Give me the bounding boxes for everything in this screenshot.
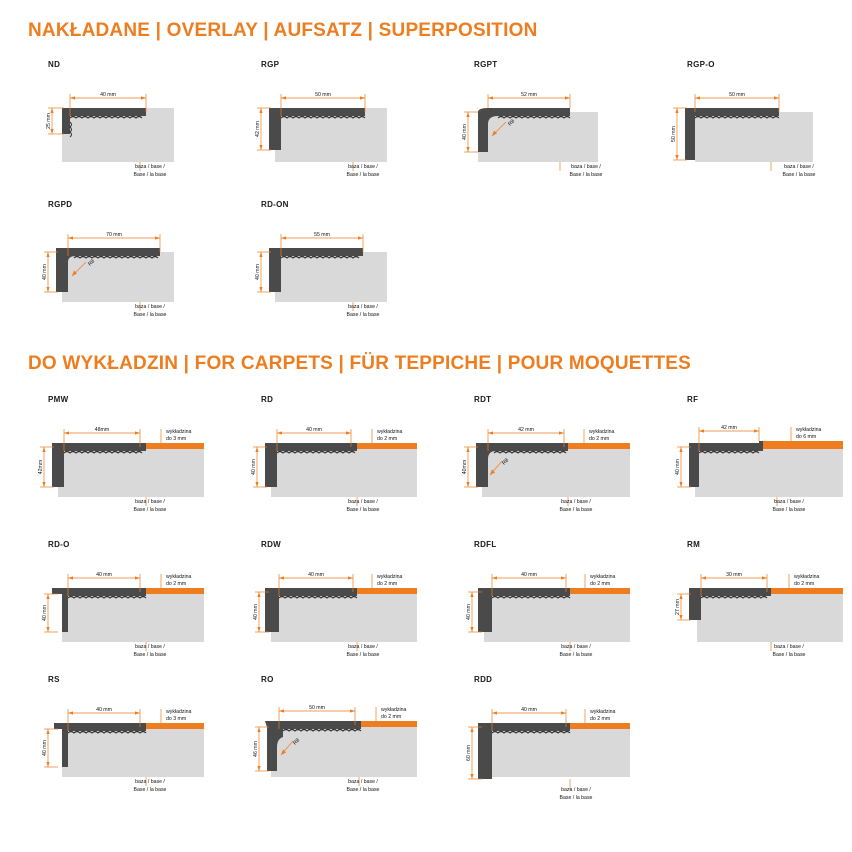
dimension-radius: R8 bbox=[292, 737, 302, 747]
carpet-label-line2: do 3 mm bbox=[166, 436, 187, 442]
profile-code: RO bbox=[261, 675, 274, 684]
dimension-radius: R8 bbox=[501, 457, 511, 467]
base-label: baza / base / Base / la base bbox=[782, 164, 816, 178]
profile-code: RDFL bbox=[474, 540, 497, 549]
base-label: baza / base / Base / la base bbox=[133, 644, 167, 658]
profile-cell-nd bbox=[28, 60, 241, 190]
dimension-side: 42mm bbox=[38, 459, 44, 475]
dimension-side: 40 mm bbox=[253, 604, 259, 620]
carpet-label-line2: do 2 mm bbox=[377, 436, 398, 442]
base-label: baza / base / Base / la base bbox=[346, 779, 380, 793]
carpet-label-line1: wykładzina bbox=[166, 429, 192, 435]
dimension-radius: R8 bbox=[507, 118, 517, 128]
dimension-top: 55 mm bbox=[314, 232, 330, 238]
profile-figure bbox=[28, 72, 241, 167]
carpet-label-line1: wykładzina bbox=[796, 427, 822, 433]
section-title-overlay: NAKŁADANE | OVERLAY | AUFSATZ | SUPERPOSITION bbox=[28, 20, 538, 41]
profile-cell-ro bbox=[241, 675, 454, 805]
carpet-label-line2: do 2 mm bbox=[589, 436, 610, 442]
profile-code: RM bbox=[687, 540, 701, 549]
profile-code: RF bbox=[687, 395, 699, 404]
dimension-side: 46 mm bbox=[253, 741, 259, 757]
dimension-top: 50 mm bbox=[315, 92, 331, 98]
profile-figure bbox=[454, 72, 667, 167]
dimension-top: 50 mm bbox=[309, 705, 325, 711]
dimension-top: 40 mm bbox=[521, 707, 537, 713]
profile-code: RGP-O bbox=[687, 60, 715, 69]
carpet-label-line1: wykładzina bbox=[590, 709, 616, 715]
dimension-top: 70 mm bbox=[106, 232, 122, 238]
profile-cell-rdfl bbox=[454, 540, 667, 670]
profile-cell-rgpt bbox=[454, 60, 667, 190]
carpet-label-line1: wykładzina bbox=[377, 574, 403, 580]
section-title-carpets: DO WYKŁADZIN | FOR CARPETS | FÜR TEPPICHE | POUR MOQUETTES bbox=[28, 353, 692, 374]
profile-code: RD-ON bbox=[261, 200, 289, 209]
profile-figure bbox=[28, 407, 241, 502]
profile-code: ND bbox=[48, 60, 61, 69]
carpet-label-line2: do 2 mm bbox=[377, 581, 398, 587]
carpet-label-line1: wykładzina bbox=[590, 574, 616, 580]
dimension-side: 25 mm bbox=[46, 113, 52, 129]
carpet-label-line2: do 3 mm bbox=[166, 716, 187, 722]
dimension-side: 40 mm bbox=[466, 604, 472, 620]
dimension-top: 40 mm bbox=[521, 572, 537, 578]
dimension-top: 50 mm bbox=[729, 92, 745, 98]
dimension-side: 42 mm bbox=[255, 121, 261, 137]
dimension-top: 40 mm bbox=[100, 92, 116, 98]
dimension-side: 40 mm bbox=[42, 264, 48, 280]
base-label: baza / base / Base / la base bbox=[346, 164, 380, 178]
dimension-side: 40 mm bbox=[675, 459, 681, 475]
dimension-side: 40 mm bbox=[42, 605, 48, 621]
profile-cell-rdd bbox=[454, 675, 667, 805]
carpet-label-line1: wykładzina bbox=[166, 574, 192, 580]
dimension-side: 40 mm bbox=[255, 264, 261, 280]
base-label: baza / base / Base / la base bbox=[569, 164, 603, 178]
profile-cell-rgp-o bbox=[667, 60, 852, 190]
profile-figure bbox=[241, 687, 454, 782]
profile-cell-rgpd bbox=[28, 200, 241, 330]
profile-figure bbox=[454, 552, 667, 647]
profile-code: RDT bbox=[474, 395, 492, 404]
dimension-radius: R8 bbox=[87, 258, 97, 268]
profile-code: RDW bbox=[261, 540, 282, 549]
dimension-top: 30 mm bbox=[726, 572, 742, 578]
profile-cell-rgp bbox=[241, 60, 454, 190]
base-label: baza / base / Base / la base bbox=[133, 499, 167, 513]
profile-figure bbox=[454, 407, 667, 502]
dimension-top: 40 mm bbox=[96, 572, 112, 578]
profile-code: RGP bbox=[261, 60, 280, 69]
profile-cell-rm bbox=[667, 540, 852, 670]
base-label: baza / base / Base / la base bbox=[133, 779, 167, 793]
base-label: baza / base / Base / la base bbox=[346, 644, 380, 658]
profile-figure bbox=[454, 687, 667, 782]
carpet-label-line2: do 2 mm bbox=[166, 581, 187, 587]
carpet-label-line1: wykładzina bbox=[381, 707, 407, 713]
profile-code: PMW bbox=[48, 395, 69, 404]
profile-figure bbox=[667, 552, 852, 647]
profile-cell-rd-o bbox=[28, 540, 241, 670]
carpet-label-line2: do 2 mm bbox=[590, 581, 611, 587]
base-label: baza / base / Base / la base bbox=[772, 499, 806, 513]
profile-figure bbox=[241, 212, 454, 307]
profile-code: RDD bbox=[474, 675, 493, 684]
base-label: baza / base / Base / la base bbox=[559, 644, 593, 658]
profile-cell-rs bbox=[28, 675, 241, 805]
dimension-top: 42 mm bbox=[518, 427, 534, 433]
profile-code: RGPT bbox=[474, 60, 498, 69]
profile-code: RGPD bbox=[48, 200, 73, 209]
profile-figure bbox=[667, 72, 852, 167]
profile-cell-pmw bbox=[28, 395, 241, 525]
base-label: baza / base / Base / la base bbox=[346, 499, 380, 513]
carpet-label-line2: do 2 mm bbox=[794, 581, 815, 587]
base-label: baza / base / Base / la base bbox=[133, 164, 167, 178]
carpet-label-line2: do 2 mm bbox=[381, 714, 402, 720]
profile-cell-rdw bbox=[241, 540, 454, 670]
dimension-side: 40 mm bbox=[251, 459, 257, 475]
base-label: baza / base / Base / la base bbox=[559, 787, 593, 801]
base-label: baza / base / Base / la base bbox=[772, 644, 806, 658]
dimension-top: 52 mm bbox=[521, 92, 537, 98]
carpet-label-line1: wykładzina bbox=[166, 709, 192, 715]
profile-cell-rd bbox=[241, 395, 454, 525]
dimension-side: 40 mm bbox=[42, 740, 48, 756]
dimension-side: 40 mm bbox=[462, 124, 468, 140]
carpet-label-line2: do 2 mm bbox=[590, 716, 611, 722]
carpet-label-line1: wykładzina bbox=[794, 574, 820, 580]
dimension-top: 40 mm bbox=[306, 427, 322, 433]
profile-code: RD-O bbox=[48, 540, 70, 549]
dimension-side: 50 mm bbox=[671, 126, 677, 142]
carpet-label-line1: wykładzina bbox=[377, 429, 403, 435]
profile-code: RS bbox=[48, 675, 60, 684]
dimension-side: 60 mm bbox=[466, 745, 472, 761]
base-label: baza / base / Base / la base bbox=[133, 304, 167, 318]
profile-cell-rd-on bbox=[241, 200, 454, 330]
dimension-top: 48mm bbox=[94, 427, 110, 433]
profile-figure bbox=[241, 72, 454, 167]
carpet-label-line1: wykładzina bbox=[589, 429, 615, 435]
base-label: baza / base / Base / la base bbox=[346, 304, 380, 318]
dimension-top: 42 mm bbox=[721, 425, 737, 431]
profile-figure bbox=[28, 687, 241, 782]
profile-figure bbox=[28, 212, 241, 307]
profile-figure bbox=[28, 552, 241, 647]
profile-figure bbox=[667, 407, 852, 502]
profile-cell-rdt bbox=[454, 395, 667, 525]
base-label: baza / base / Base / la base bbox=[559, 499, 593, 513]
profile-figure bbox=[241, 407, 454, 502]
carpet-label-line2: do 6 mm bbox=[796, 434, 817, 440]
dimension-top: 40 mm bbox=[96, 707, 112, 713]
dimension-side: 40mm bbox=[462, 459, 468, 475]
profile-cell-rf bbox=[667, 395, 852, 525]
dimension-side: 27 mm bbox=[675, 599, 681, 615]
profile-code: RD bbox=[261, 395, 274, 404]
profile-figure bbox=[241, 552, 454, 647]
dimension-top: 40 mm bbox=[308, 572, 324, 578]
